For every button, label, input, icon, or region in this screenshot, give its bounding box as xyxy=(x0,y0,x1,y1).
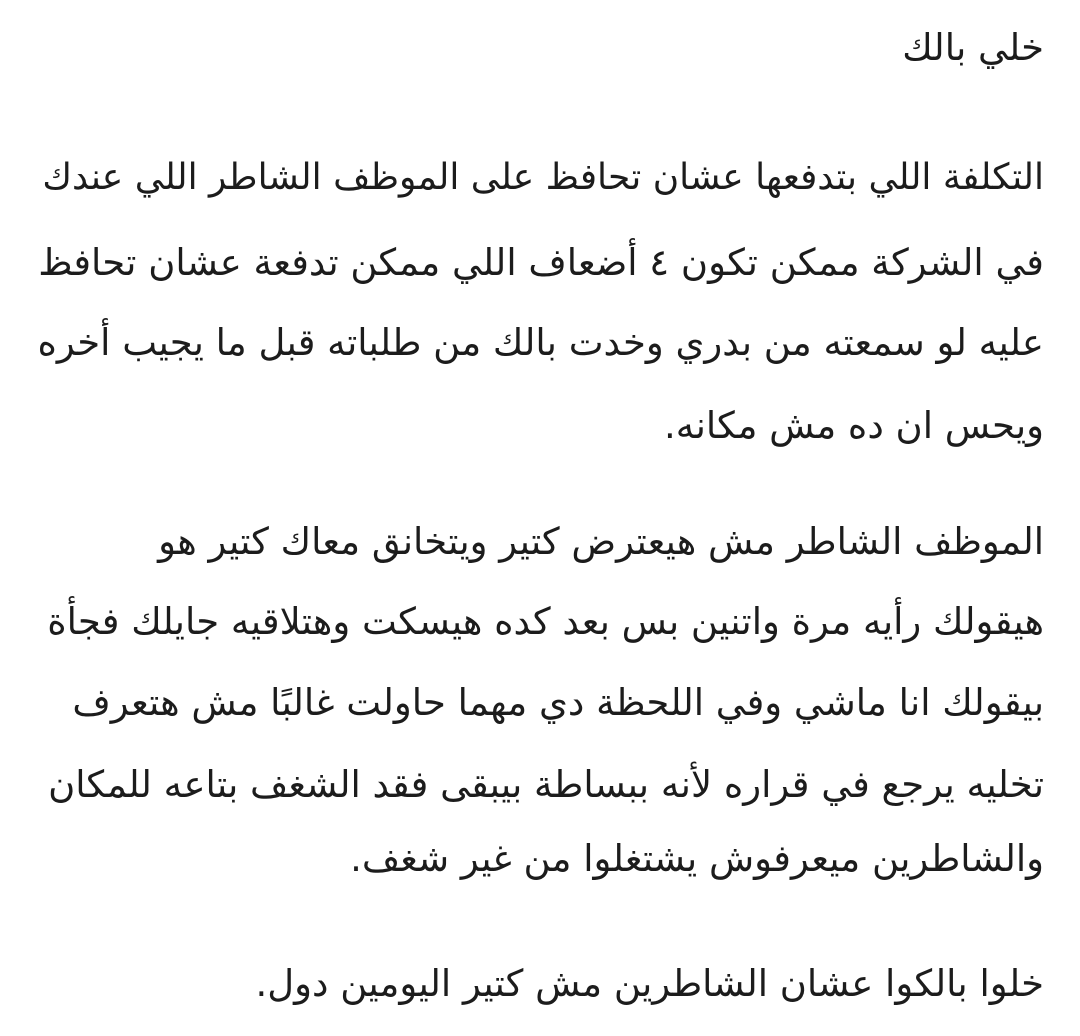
closing-line: خلوا بالكوا عشان الشاطرين مش كتير اليومين دول. xyxy=(255,962,1044,1005)
paragraph1-line: عليه لو سمعته من بدري وخدت بالك من طلباته قبل ما يجيب أخره xyxy=(37,321,1044,364)
paragraph1-line: التكلفة اللي بتدفعها عشان تحافظ على الموظف الشاطر اللي عندك xyxy=(42,157,1044,198)
paragraph1-line: في الشركة ممكن تكون ٤ أضعاف اللي ممكن تدفعة عشان تحافظ xyxy=(38,241,1044,284)
paragraph2-line: تخليه يرجع في قراره لأنه ببساطة بيبقى فقد الشغف بتاعه للمكان xyxy=(48,763,1044,806)
paragraph2-line: بيقولك انا ماشي وفي اللحظة دي مهما حاولت غالبًا مش هتعرف xyxy=(72,681,1044,724)
paragraph2-line: والشاطرين ميعرفوش يشتغلوا من غير شغف. xyxy=(350,837,1044,880)
paragraph2-line: هيقولك رأيه مرة واتنين بس بعد كده هيسكت وهتلاقيه جايلك فجأة xyxy=(47,600,1044,643)
paragraph2-line: الموظف الشاطر مش هيعترض كتير ويتخانق معاك كتير هو xyxy=(158,520,1044,563)
paragraph1-line: ويحس ان ده مش مكانه. xyxy=(664,404,1044,447)
post-heading: خلي بالك xyxy=(902,26,1044,69)
